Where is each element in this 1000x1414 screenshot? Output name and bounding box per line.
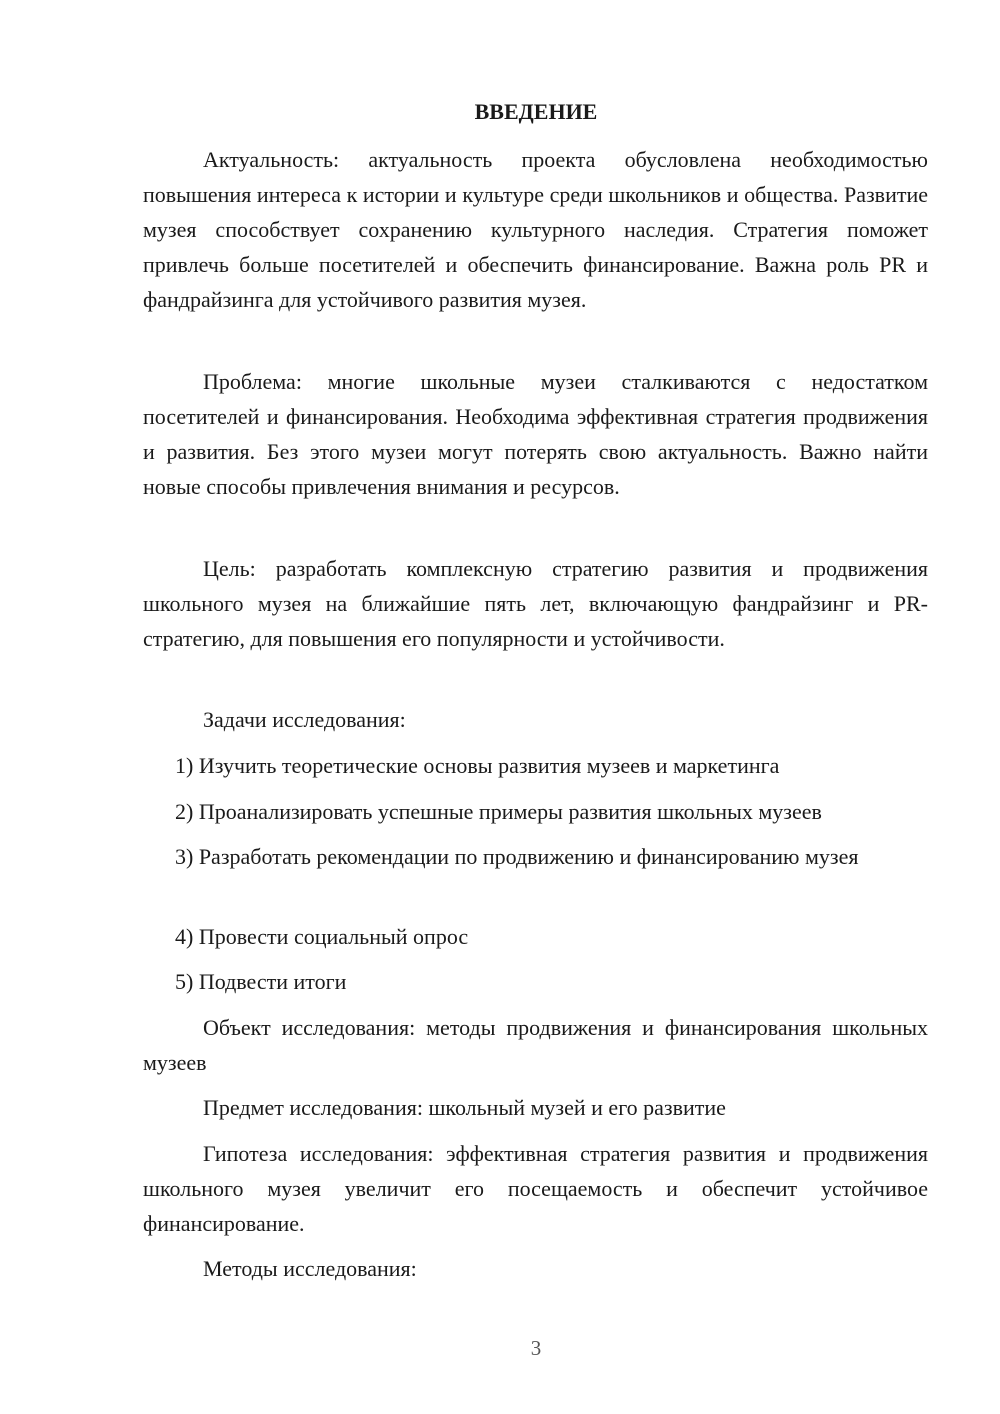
paragraph-hypothesis-block <box>143 1136 928 1241</box>
task-item: 3) Разработать рекомендации по продвижению и финансированию музея <box>175 844 859 869</box>
task-item: 2) Проанализировать успешные примеры развития школьных музеев <box>175 799 822 824</box>
paragraph-object-block <box>143 1010 928 1080</box>
task-item-5-block <box>143 964 928 999</box>
paragraph-hypothesis: Гипотеза исследования: эффективная стратегия развития и продвижения школьного музея увеличит его посещаемость и обеспечит устойчивое финансирование. <box>143 1141 928 1236</box>
paragraph-problem-block <box>143 364 928 504</box>
paragraph-problem: Проблема: многие школьные музеи сталкиваются с недостатком посетителей и финансирования. Необходима эффективная стратегия продвижения и развития. Без этого музеи могут потерять свою актуальность. Важно найти новые способы привлечения внимания и ресурсов. <box>143 369 928 499</box>
page-number: 3 <box>530 1336 542 1360</box>
task-item-4-block <box>143 919 928 954</box>
section-heading: ВВЕДЕНИЕ <box>474 99 598 124</box>
methods-heading: Методы исследования: <box>203 1256 417 1281</box>
tasks-heading: Задачи исследования: <box>203 707 406 732</box>
paragraph-relevance: Актуальность: актуальность проекта обусловлена необходимостью повышения интереса к истории и культуре среди школьников и общества. Развитие музея способствует сохранению культурного наследия. Стратегия поможет привлечь больше посетителей и обеспечить финансирование. Важна роль PR и фандрайзинга для устойчивого развития музея. <box>143 147 928 312</box>
task-item-2-block <box>143 794 928 829</box>
task-item: 1) Изучить теоретические основы развития музеев и маркетинга <box>175 753 780 778</box>
task-item-3-block <box>143 839 928 874</box>
task-item-1-block <box>143 748 928 783</box>
paragraph-goal: Цель: разработать комплексную стратегию развития и продвижения школьного музея на ближайшие пять лет, включающую фандрайзинг и PR-стратегию, для повышения его популярности и устойчивости. <box>143 556 928 651</box>
task-item: 5) Подвести итоги <box>175 969 347 994</box>
tasks-heading-block <box>143 702 928 737</box>
paragraph-goal-block <box>143 551 928 656</box>
paragraph-subject-block <box>143 1090 928 1125</box>
paragraph-subject: Предмет исследования: школьный музей и его развитие <box>203 1095 726 1120</box>
paragraph-object: Объект исследования: методы продвижения и финансирования школьных музеев <box>143 1015 928 1075</box>
methods-heading-block <box>143 1251 928 1286</box>
paragraph-relevance-block <box>143 142 928 317</box>
task-item: 4) Провести социальный опрос <box>175 924 469 949</box>
